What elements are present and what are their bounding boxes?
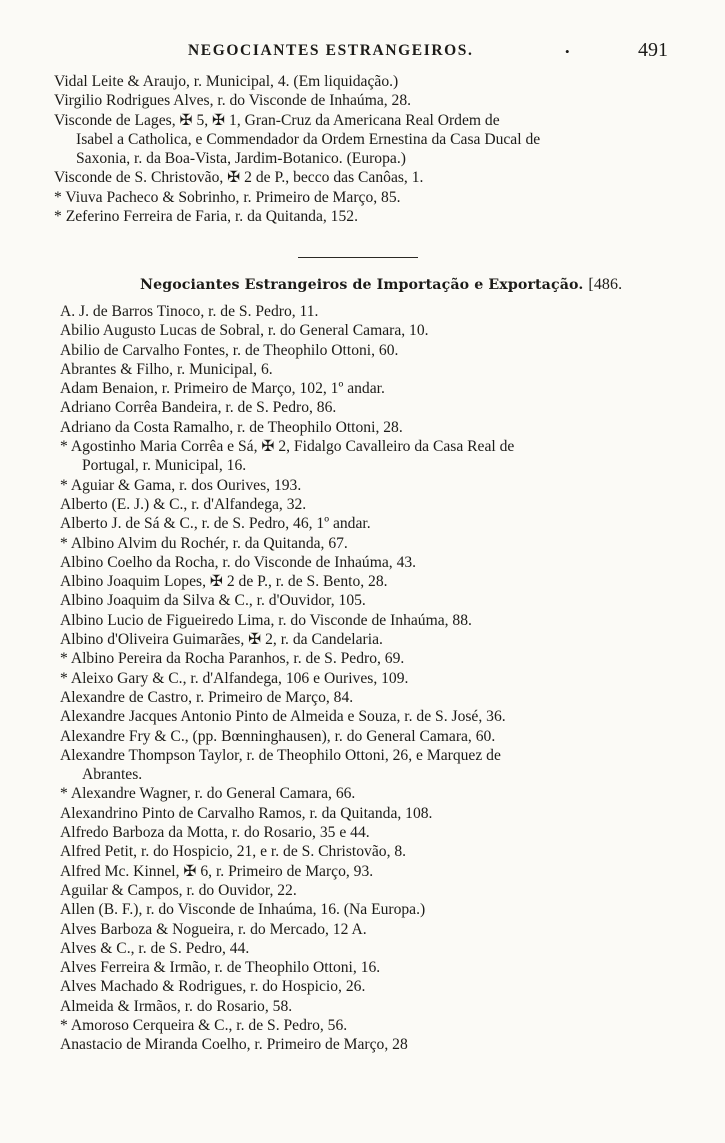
list-item: Albino Joaquim Lopes, ✠ 2 de P., r. de S. Bento, 28. — [60, 573, 388, 591]
list-item: * Alexandre Wagner, r. do General Camara, 66. — [60, 785, 356, 803]
list-item: Alfred Petit, r. do Hospicio, 21, e r. de S. Christovão, 8. — [60, 843, 407, 861]
page-header — [0, 39, 725, 70]
list-item: Alfredo Barboza da Motta, r. do Rosario, 35 e 44. — [60, 824, 370, 842]
list-item: * Aguiar & Gama, r. dos Ourives, 193. — [60, 476, 302, 494]
list-item: Vidal Leite & Araujo, r. Municipal, 4. (Em liquidação.) — [54, 73, 399, 90]
list-item: Adriano da Costa Ramalho, r. de Theophilo Ottoni, 28. — [60, 418, 403, 436]
list-item: * Aleixo Gary & C., r. d'Alfandega, 106 e Ourives, 109. — [60, 669, 409, 687]
list-item: Alberto (E. J.) & C., r. d'Alfandega, 32. — [60, 495, 307, 513]
ink-dot: • — [565, 44, 570, 59]
list-item: Abilio Augusto Lucas de Sobral, r. do General Camara, 10. — [60, 322, 429, 340]
list-item: Alves Machado & Rodrigues, r. do Hospicio, 26. — [60, 978, 366, 996]
list-item: Alves Barboza & Nogueira, r. do Mercado, 12 A. — [60, 920, 367, 938]
list-item: Alexandre Jacques Antonio Pinto de Almeida e Souza, r. de S. José, 36. — [60, 708, 506, 726]
section-entries — [60, 302, 700, 1055]
list-item: Albino Lucio de Figueiredo Lima, r. do Visconde de Inhaúma, 88. — [60, 611, 472, 629]
list-item: Albino d'Oliveira Guimarães, ✠ 2, r. da Candelaria. — [60, 631, 383, 649]
list-item: * Viuva Pacheco & Sobrinho, r. Primeiro de Março, 85. — [54, 188, 401, 206]
list-item: * Agostinho Maria Corrêa e Sá, ✠ 2, Fidalgo Cavalleiro da Casa Real de — [60, 438, 515, 456]
list-item: Anastacio de Miranda Coelho, r. Primeiro de Março, 28 — [60, 1036, 408, 1054]
page-number: 491 — [638, 39, 668, 61]
list-item: * Albino Alvim du Rochér, r. da Quitanda, 67. — [60, 534, 348, 552]
list-item: * Albino Pereira da Rocha Paranhos, r. de S. Pedro, 69. — [60, 650, 405, 668]
list-item: Alexandre de Castro, r. Primeiro de Março, 84. — [60, 688, 354, 706]
list-item-continuation: Saxonia, r. da Boa-Vista, Jardim-Botanico. (Europa.) — [76, 150, 406, 168]
list-item: Alexandre Fry & C., (pp. Bœnninghausen), r. do General Camara, 60. — [60, 727, 496, 745]
list-item: Adam Benaion, r. Primeiro de Março, 102, 1º andar. — [60, 380, 385, 398]
list-item: Visconde de Lages, ✠ 5, ✠ 1, Gran-Cruz da Americana Real Ordem de — [54, 111, 500, 129]
list-item: Alexandre Thompson Taylor, r. de Theophilo Ottoni, 26, e Marquez de — [60, 746, 501, 764]
list-item: Alves Ferreira & Irmão, r. de Theophilo Ottoni, 16. — [60, 959, 381, 977]
list-item: Aguilar & Campos, r. do Ouvidor, 22. — [60, 881, 297, 899]
list-item: * Zeferino Ferreira de Faria, r. da Quitanda, 152. — [54, 208, 358, 226]
previous-section-entries — [54, 72, 679, 226]
list-item-continuation: Portugal, r. Municipal, 16. — [82, 457, 247, 475]
section-heading-title: Negociantes Estrangeiros de Importação e Exportação. — [140, 277, 584, 293]
list-item: Virgilio Rodrigues Alves, r. do Visconde de Inhaúma, 28. — [54, 92, 412, 110]
list-item: * Amoroso Cerqueira & C., r. de S. Pedro, 56. — [60, 1016, 348, 1034]
list-item: Visconde de S. Christovão, ✠ 2 de P., becco das Canôas, 1. — [54, 169, 424, 187]
list-item: A. J. de Barros Tinoco, r. de S. Pedro, 11. — [60, 303, 319, 320]
list-item-continuation: Abrantes. — [82, 766, 143, 784]
list-item: Alves & C., r. de S. Pedro, 44. — [60, 939, 250, 957]
list-item: Allen (B. F.), r. do Visconde de Inhaúma, 16. (Na Europa.) — [60, 901, 426, 919]
list-item: Alfred Mc. Kinnel, ✠ 6, r. Primeiro de Março, 93. — [60, 862, 374, 880]
list-item: Abrantes & Filho, r. Municipal, 6. — [60, 360, 273, 378]
running-title: NEGOCIANTES ESTRANGEIROS. — [188, 42, 474, 59]
list-item: Albino Joaquim da Silva & C., r. d'Ouvidor, 105. — [60, 592, 366, 610]
section-count: [486. — [588, 276, 623, 293]
list-item: Albino Coelho da Rocha, r. do Visconde de Inhaúma, 43. — [60, 553, 417, 571]
list-item: Almeida & Irmãos, r. do Rosario, 58. — [60, 997, 293, 1015]
list-item-continuation: Isabel a Catholica, e Commendador da Ordem Ernestina da Casa Ducal de — [76, 130, 541, 148]
list-item: Alexandrino Pinto de Carvalho Ramos, r. da Quitanda, 108. — [60, 804, 433, 822]
section-heading — [140, 276, 622, 294]
list-item: Adriano Corrêa Bandeira, r. de S. Pedro, 86. — [60, 399, 337, 417]
list-item: Abilio de Carvalho Fontes, r. de Theophilo Ottoni, 60. — [60, 341, 399, 359]
list-item: Alberto J. de Sá & C., r. de S. Pedro, 46, 1º andar. — [60, 515, 371, 533]
section-divider — [298, 257, 418, 258]
